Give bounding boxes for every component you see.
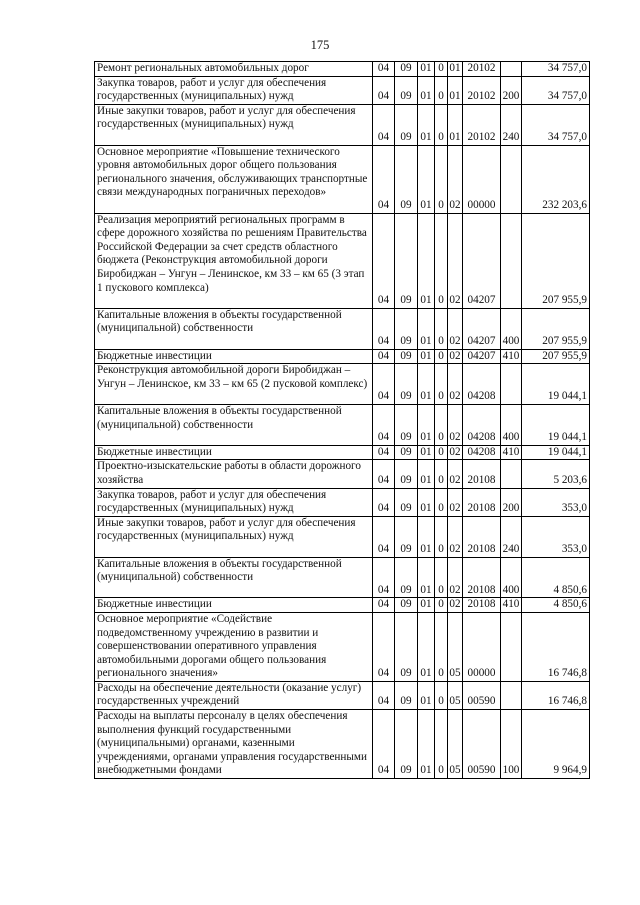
amount-cell: 353,0: [522, 516, 590, 557]
program-code-cell: 01: [418, 404, 435, 445]
subprogram-code-cell: 0: [435, 404, 448, 445]
measure-code-cell: 02: [448, 557, 463, 598]
direction-code-cell: 20108: [463, 488, 501, 516]
measure-code-cell: 01: [448, 76, 463, 104]
subprogram-code-cell: 0: [435, 488, 448, 516]
section-code-cell: 04: [373, 516, 395, 557]
expense-type-cell: [501, 460, 522, 488]
amount-cell: 4 850,6: [522, 557, 590, 598]
amount-cell: 19 044,1: [522, 364, 590, 405]
section-code-cell: 04: [373, 364, 395, 405]
expense-type-cell: 240: [501, 104, 522, 145]
direction-code-cell: 20102: [463, 76, 501, 104]
table-row: [95, 460, 590, 488]
table-row: [95, 516, 590, 557]
section-code-cell: 04: [373, 460, 395, 488]
table-row: [95, 308, 590, 349]
subsection-code-cell: 09: [395, 349, 418, 364]
table-row: [95, 445, 590, 460]
table-row: [95, 364, 590, 405]
amount-cell: 4 850,6: [522, 598, 590, 613]
section-code-cell: 04: [373, 445, 395, 460]
row-name-cell: Капитальные вложения в объекты государственной (муниципальной) собственности: [95, 308, 373, 349]
direction-code-cell: 20108: [463, 557, 501, 598]
program-code-cell: 01: [418, 681, 435, 709]
subprogram-code-cell: 0: [435, 445, 448, 460]
subprogram-code-cell: 0: [435, 460, 448, 488]
section-code-cell: 04: [373, 557, 395, 598]
section-code-cell: 04: [373, 488, 395, 516]
row-name-cell: Закупка товаров, работ и услуг для обеспечения государственных (муниципальных) нужд: [95, 76, 373, 104]
expense-type-cell: [501, 612, 522, 681]
expense-type-cell: 400: [501, 557, 522, 598]
expense-type-cell: 410: [501, 598, 522, 613]
measure-code-cell: 02: [448, 404, 463, 445]
expense-type-cell: [501, 364, 522, 405]
expense-type-cell: 200: [501, 488, 522, 516]
table-row: [95, 404, 590, 445]
expense-type-cell: [501, 145, 522, 213]
table-row: [95, 710, 590, 779]
amount-cell: 19 044,1: [522, 404, 590, 445]
program-code-cell: 01: [418, 516, 435, 557]
direction-code-cell: 20108: [463, 516, 501, 557]
table-row: [95, 488, 590, 516]
direction-code-cell: 20102: [463, 62, 501, 77]
amount-cell: 16 746,8: [522, 681, 590, 709]
subsection-code-cell: 09: [395, 488, 418, 516]
subsection-code-cell: 09: [395, 145, 418, 213]
amount-cell: 353,0: [522, 488, 590, 516]
table-row: [95, 104, 590, 145]
subsection-code-cell: 09: [395, 612, 418, 681]
measure-code-cell: 02: [448, 488, 463, 516]
direction-code-cell: 04207: [463, 308, 501, 349]
amount-cell: 5 203,6: [522, 460, 590, 488]
amount-cell: 34 757,0: [522, 76, 590, 104]
program-code-cell: 01: [418, 76, 435, 104]
table-row: [95, 145, 590, 213]
subsection-code-cell: 09: [395, 213, 418, 308]
subsection-code-cell: 09: [395, 681, 418, 709]
subprogram-code-cell: 0: [435, 145, 448, 213]
expense-type-cell: 400: [501, 404, 522, 445]
expense-type-cell: [501, 681, 522, 709]
program-code-cell: 01: [418, 557, 435, 598]
measure-code-cell: 05: [448, 612, 463, 681]
row-name-cell: Бюджетные инвестиции: [95, 445, 373, 460]
section-code-cell: 04: [373, 62, 395, 77]
measure-code-cell: 02: [448, 145, 463, 213]
subprogram-code-cell: 0: [435, 612, 448, 681]
direction-code-cell: 00590: [463, 710, 501, 779]
subsection-code-cell: 09: [395, 598, 418, 613]
subsection-code-cell: 09: [395, 76, 418, 104]
expense-type-cell: 410: [501, 445, 522, 460]
subsection-code-cell: 09: [395, 460, 418, 488]
row-name-cell: Расходы на выплаты персоналу в целях обеспечения выполнения функций государственными (муниципальными) органами, казенными учреждениями, органами управления государственными внебюджетными фондами: [95, 710, 373, 779]
direction-code-cell: 04208: [463, 364, 501, 405]
section-code-cell: 04: [373, 404, 395, 445]
section-code-cell: 04: [373, 681, 395, 709]
direction-code-cell: 00590: [463, 681, 501, 709]
row-name-cell: Реализация мероприятий региональных программ в сфере дорожного хозяйства по решениям Правительства Российской Федерации за счет средств областного бюджета (Реконструкция автомобильной дороги Биробиджан – Унгун – Ленинское, км 33 – км 65 (3 этап 1 пускового комплекса): [95, 213, 373, 308]
program-code-cell: 01: [418, 598, 435, 613]
section-code-cell: 04: [373, 349, 395, 364]
subprogram-code-cell: 0: [435, 213, 448, 308]
row-name-cell: Основное мероприятие «Содействие подведомственному учреждению в развитии и совершенствовании оперативного управления автомобильными дорогами общего пользования регионального значения»: [95, 612, 373, 681]
subprogram-code-cell: 0: [435, 308, 448, 349]
section-code-cell: 04: [373, 145, 395, 213]
expense-type-cell: [501, 213, 522, 308]
direction-code-cell: 20102: [463, 104, 501, 145]
expense-type-cell: 200: [501, 76, 522, 104]
program-code-cell: 01: [418, 460, 435, 488]
subprogram-code-cell: 0: [435, 710, 448, 779]
expense-type-cell: 240: [501, 516, 522, 557]
subsection-code-cell: 09: [395, 710, 418, 779]
amount-cell: 19 044,1: [522, 445, 590, 460]
direction-code-cell: 04208: [463, 445, 501, 460]
measure-code-cell: 01: [448, 104, 463, 145]
section-code-cell: 04: [373, 598, 395, 613]
measure-code-cell: 02: [448, 213, 463, 308]
direction-code-cell: 20108: [463, 460, 501, 488]
subsection-code-cell: 09: [395, 104, 418, 145]
subprogram-code-cell: 0: [435, 516, 448, 557]
subsection-code-cell: 09: [395, 445, 418, 460]
amount-cell: 207 955,9: [522, 213, 590, 308]
row-name-cell: Основное мероприятие «Повышение технического уровня автомобильных дорог общего пользования регионального значения, обслуживающих транспортные связи международных пограничных переходов»: [95, 145, 373, 213]
row-name-cell: Капитальные вложения в объекты государственной (муниципальной) собственности: [95, 404, 373, 445]
table-body: [95, 62, 590, 779]
direction-code-cell: 04207: [463, 349, 501, 364]
row-name-cell: Капитальные вложения в объекты государственной (муниципальной) собственности: [95, 557, 373, 598]
measure-code-cell: 01: [448, 62, 463, 77]
subprogram-code-cell: 0: [435, 598, 448, 613]
section-code-cell: 04: [373, 308, 395, 349]
row-name-cell: Реконструкция автомобильной дороги Биробиджан – Унгун – Ленинское, км 33 – км 65 (2 пусковой комплекс): [95, 364, 373, 405]
row-name-cell: Расходы на обеспечение деятельности (оказание услуг) государственных учреждений: [95, 681, 373, 709]
row-name-cell: Иные закупки товаров, работ и услуг для обеспечения государственных (муниципальных) нужд: [95, 104, 373, 145]
program-code-cell: 01: [418, 488, 435, 516]
page-number: 175: [310, 38, 330, 52]
program-code-cell: 01: [418, 308, 435, 349]
direction-code-cell: 00000: [463, 612, 501, 681]
measure-code-cell: 05: [448, 710, 463, 779]
table-row: [95, 557, 590, 598]
section-code-cell: 04: [373, 76, 395, 104]
section-code-cell: 04: [373, 104, 395, 145]
row-name-cell: Закупка товаров, работ и услуг для обеспечения государственных (муниципальных) нужд: [95, 488, 373, 516]
amount-cell: 34 757,0: [522, 62, 590, 77]
row-name-cell: Ремонт региональных автомобильных дорог: [95, 62, 373, 77]
subprogram-code-cell: 0: [435, 557, 448, 598]
subsection-code-cell: 09: [395, 364, 418, 405]
measure-code-cell: 05: [448, 681, 463, 709]
direction-code-cell: 00000: [463, 145, 501, 213]
subprogram-code-cell: 0: [435, 349, 448, 364]
section-code-cell: 04: [373, 213, 395, 308]
expense-type-cell: 400: [501, 308, 522, 349]
subsection-code-cell: 09: [395, 404, 418, 445]
program-code-cell: 01: [418, 104, 435, 145]
section-code-cell: 04: [373, 710, 395, 779]
subprogram-code-cell: 0: [435, 76, 448, 104]
measure-code-cell: 02: [448, 516, 463, 557]
row-name-cell: Проектно-изыскательские работы в области дорожного хозяйства: [95, 460, 373, 488]
row-name-cell: Бюджетные инвестиции: [95, 598, 373, 613]
amount-cell: 9 964,9: [522, 710, 590, 779]
measure-code-cell: 02: [448, 445, 463, 460]
program-code-cell: 01: [418, 349, 435, 364]
amount-cell: 207 955,9: [522, 308, 590, 349]
amount-cell: 34 757,0: [522, 104, 590, 145]
direction-code-cell: 20108: [463, 598, 501, 613]
amount-cell: 207 955,9: [522, 349, 590, 364]
subprogram-code-cell: 0: [435, 62, 448, 77]
program-code-cell: 01: [418, 364, 435, 405]
expense-type-cell: 410: [501, 349, 522, 364]
direction-code-cell: 04207: [463, 213, 501, 308]
program-code-cell: 01: [418, 710, 435, 779]
table-row: [95, 598, 590, 613]
subsection-code-cell: 09: [395, 308, 418, 349]
subsection-code-cell: 09: [395, 557, 418, 598]
section-code-cell: 04: [373, 612, 395, 681]
measure-code-cell: 02: [448, 598, 463, 613]
program-code-cell: 01: [418, 612, 435, 681]
measure-code-cell: 02: [448, 308, 463, 349]
program-code-cell: 01: [418, 213, 435, 308]
table-row: [95, 681, 590, 709]
program-code-cell: 01: [418, 445, 435, 460]
table-row: [95, 213, 590, 308]
program-code-cell: 01: [418, 62, 435, 77]
subprogram-code-cell: 0: [435, 104, 448, 145]
measure-code-cell: 02: [448, 364, 463, 405]
measure-code-cell: 02: [448, 349, 463, 364]
amount-cell: 232 203,6: [522, 145, 590, 213]
row-name-cell: Бюджетные инвестиции: [95, 349, 373, 364]
table-row: [95, 349, 590, 364]
subsection-code-cell: 09: [395, 62, 418, 77]
measure-code-cell: 02: [448, 460, 463, 488]
subprogram-code-cell: 0: [435, 364, 448, 405]
subsection-code-cell: 09: [395, 516, 418, 557]
table-row: [95, 76, 590, 104]
table-row: [95, 62, 590, 77]
expense-type-cell: 100: [501, 710, 522, 779]
row-name-cell: Иные закупки товаров, работ и услуг для обеспечения государственных (муниципальных) нужд: [95, 516, 373, 557]
budget-table: [94, 61, 590, 779]
amount-cell: 16 746,8: [522, 612, 590, 681]
subprogram-code-cell: 0: [435, 681, 448, 709]
expense-type-cell: [501, 62, 522, 77]
direction-code-cell: 04208: [463, 404, 501, 445]
table-row: [95, 612, 590, 681]
program-code-cell: 01: [418, 145, 435, 213]
